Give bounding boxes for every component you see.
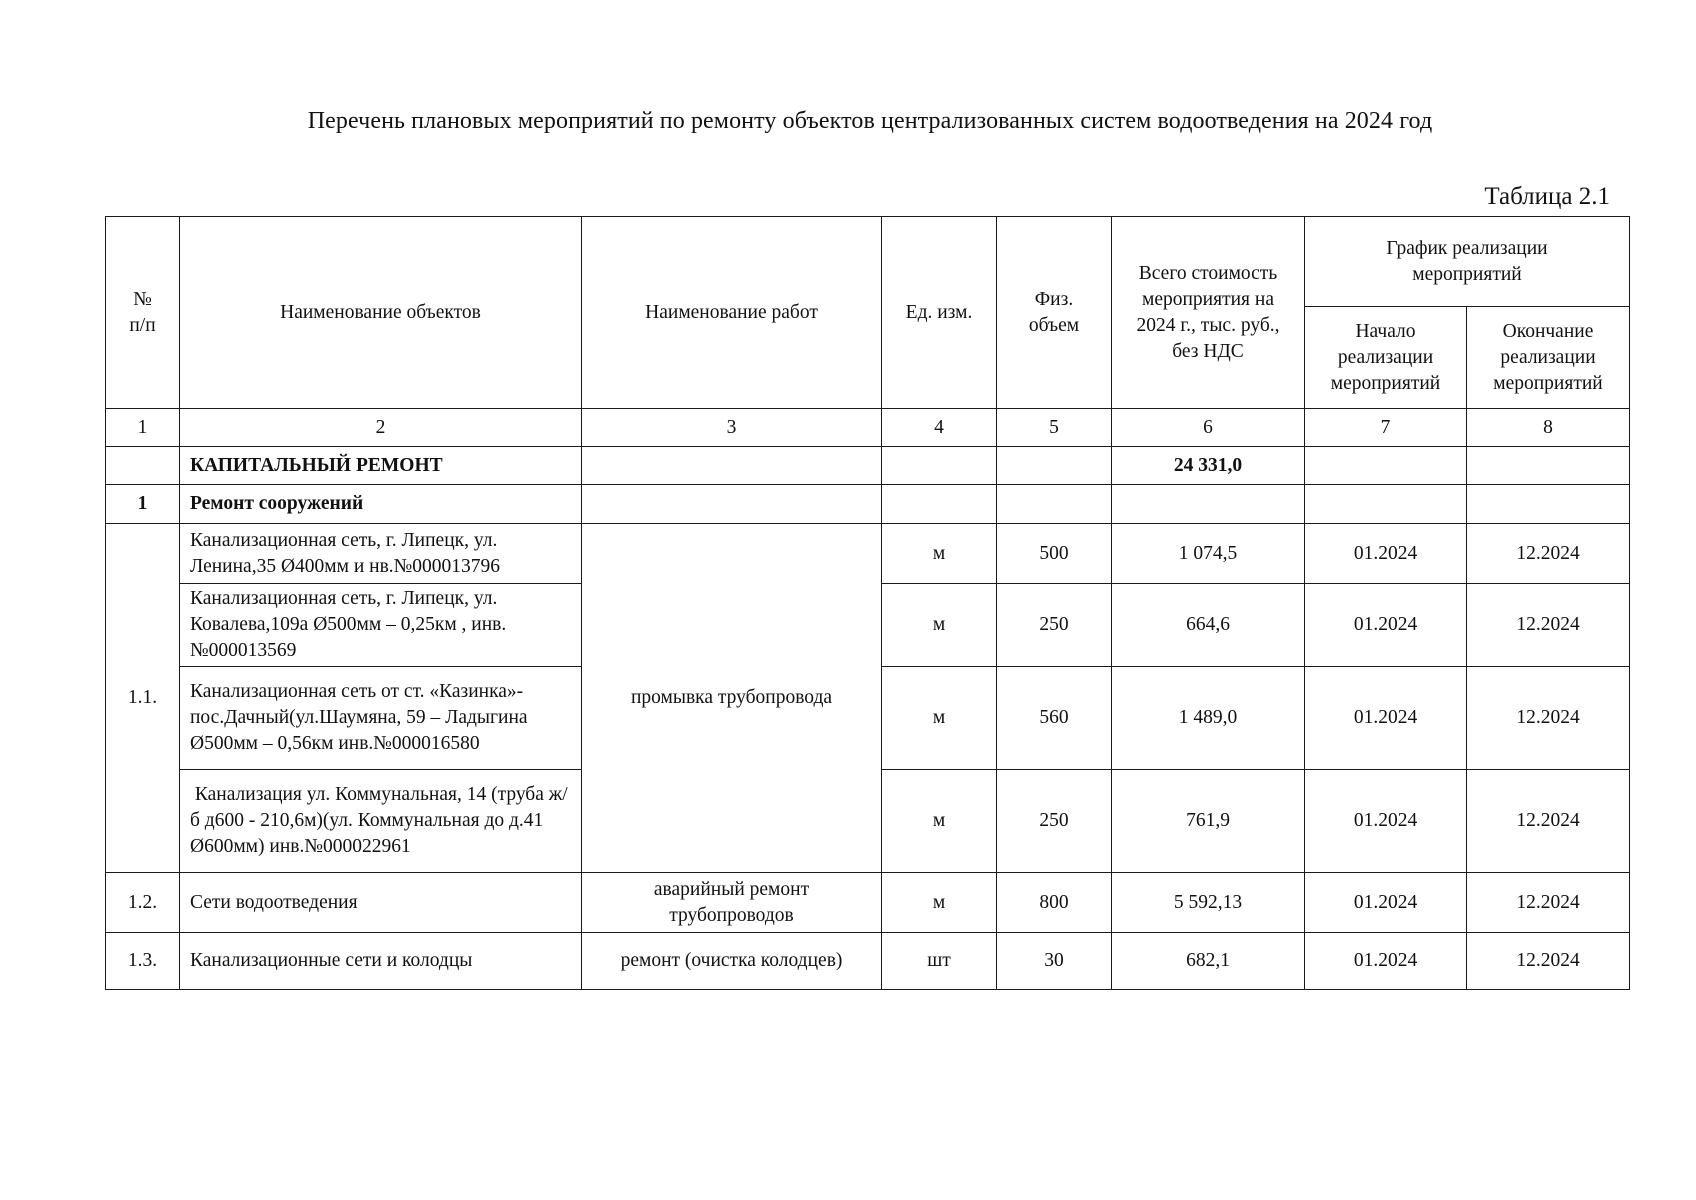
work-name: аварийный ремонт трубопроводов <box>582 873 882 933</box>
column-number: 1 <box>106 409 180 447</box>
start-cell: 01.2024 <box>1305 933 1467 990</box>
works-table <box>105 216 1630 990</box>
end-cell: 12.2024 <box>1467 770 1630 873</box>
volume-cell: 500 <box>997 524 1112 584</box>
header-unit: Ед. изм. <box>882 217 997 409</box>
start-cell: 01.2024 <box>1305 667 1467 770</box>
document-title: Перечень плановых мероприятий по ремонту объектов централизованных систем водоотведения на 2024 год <box>307 108 1433 134</box>
column-number: 2 <box>180 409 582 447</box>
cost-cell: 664,6 <box>1112 584 1305 667</box>
column-numbers-row <box>106 409 1630 447</box>
end-cell: 12.2024 <box>1467 584 1630 667</box>
row-num: 1.2. <box>106 873 180 933</box>
group-1-1-num: 1.1. <box>106 524 180 873</box>
header-works: Наименование работ <box>582 217 882 409</box>
header-start: Начало реализации мероприятий <box>1305 307 1467 409</box>
unit-cell: м <box>882 584 997 667</box>
capital-repair-label: КАПИТАЛЬНЫЙ РЕМОНТ <box>180 447 582 485</box>
unit-cell: м <box>882 770 997 873</box>
table-row <box>106 524 1630 584</box>
end-cell: 12.2024 <box>1467 933 1630 990</box>
cost-cell: 761,9 <box>1112 770 1305 873</box>
cost-cell: 1 074,5 <box>1112 524 1305 584</box>
volume-cell: 250 <box>997 584 1112 667</box>
section-row <box>106 485 1630 524</box>
end-cell: 12.2024 <box>1467 873 1630 933</box>
unit-cell: м <box>882 873 997 933</box>
table-row <box>106 933 1630 990</box>
work-name: ремонт (очистка колодцев) <box>582 933 882 990</box>
volume-cell: 560 <box>997 667 1112 770</box>
capital-repair-total: 24 331,0 <box>1112 447 1305 485</box>
capital-repair-row <box>106 447 1630 485</box>
header-schedule: График реализации мероприятий <box>1305 217 1630 307</box>
start-cell: 01.2024 <box>1305 873 1467 933</box>
volume-cell: 800 <box>997 873 1112 933</box>
header-num <box>106 217 180 409</box>
object-name: Канализационная сеть, г. Липецк, ул. Ковалева,109а Ø500мм – 0,25км , инв.№000013569 <box>180 584 582 667</box>
volume-cell: 250 <box>997 770 1112 873</box>
start-cell: 01.2024 <box>1305 770 1467 873</box>
cost-cell: 5 592,13 <box>1112 873 1305 933</box>
column-number: 6 <box>1112 409 1305 447</box>
section-num: 1 <box>106 485 180 524</box>
object-name: Канализационная сеть, г. Липецк, ул. Ленина,35 Ø400мм и нв.№000013796 <box>180 524 582 584</box>
header-row-top <box>106 217 1630 307</box>
unit-cell: м <box>882 667 997 770</box>
header-volume: Физ. объем <box>997 217 1112 409</box>
start-cell: 01.2024 <box>1305 584 1467 667</box>
row-num: 1.3. <box>106 933 180 990</box>
header-objects: Наименование объектов <box>180 217 582 409</box>
table-caption: Таблица 2.1 <box>1484 183 1610 210</box>
end-cell: 12.2024 <box>1467 524 1630 584</box>
column-number: 8 <box>1467 409 1630 447</box>
header-num-line2: п/п <box>129 314 156 336</box>
column-number: 4 <box>882 409 997 447</box>
column-number: 3 <box>582 409 882 447</box>
unit-cell: шт <box>882 933 997 990</box>
object-name: Канализационная сеть от ст. «Казинка»-пос.Дачный(ул.Шаумяна, 59 – Ладыгина Ø500мм – 0,56км инв.№000016580 <box>180 667 582 770</box>
volume-cell: 30 <box>997 933 1112 990</box>
cost-cell: 1 489,0 <box>1112 667 1305 770</box>
header-end: Окончание реализации мероприятий <box>1467 307 1630 409</box>
header-cost: Всего стоимость мероприятия на 2024 г., тыс. руб., без НДС <box>1112 217 1305 409</box>
cost-cell: 682,1 <box>1112 933 1305 990</box>
column-number: 5 <box>997 409 1112 447</box>
column-number: 7 <box>1305 409 1467 447</box>
group-1-1-work: промывка трубопровода <box>582 524 882 873</box>
unit-cell: м <box>882 524 997 584</box>
object-name: Канализационные сети и колодцы <box>180 933 582 990</box>
start-cell: 01.2024 <box>1305 524 1467 584</box>
header-num-line1: № <box>133 288 152 310</box>
object-name: Сети водоотведения <box>180 873 582 933</box>
end-cell: 12.2024 <box>1467 667 1630 770</box>
table-row <box>106 873 1630 933</box>
section-label: Ремонт сооружений <box>180 485 582 524</box>
object-name: Канализация ул. Коммунальная, 14 (труба ж/б д600 - 210,6м)(ул. Коммунальная до д.41 Ø600мм) инв.№000022961 <box>180 770 582 873</box>
